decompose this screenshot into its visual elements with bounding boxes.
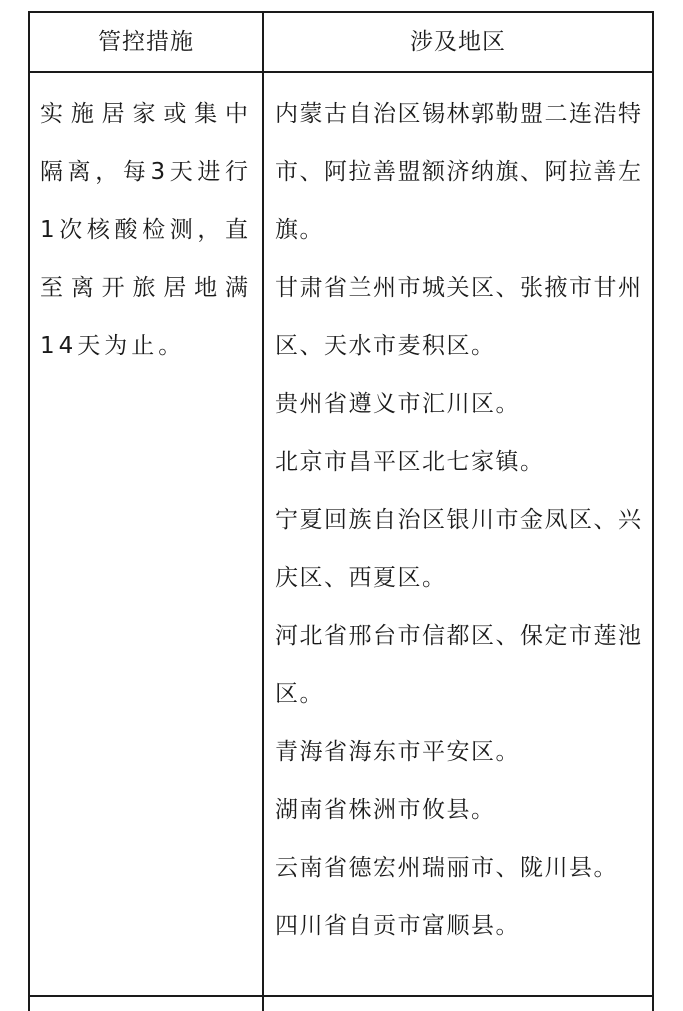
control-measures-table	[28, 11, 654, 1011]
regions-list	[275, 85, 650, 955]
region-item: 青海省海东市平安区。	[275, 739, 520, 765]
measure-description: 实施居家或集中隔离，每3天进行1次核酸检测，直至离开旅居地满14天为止。	[40, 101, 252, 359]
region-item: 云南省德宏州瑞丽市、陇川县。	[275, 855, 618, 881]
region-item: 贵州省遵义市汇川区。	[275, 391, 520, 417]
region-item: 北京市昌平区北七家镇。	[275, 449, 545, 475]
region-item: 内蒙古自治区锡林郭勒盟二连浩特市、阿拉善盟额济纳旗、阿拉善左旗。	[275, 101, 643, 243]
region-item: 河北省邢台市信都区、保定市莲池区。	[275, 623, 643, 707]
column-divider	[262, 13, 264, 1011]
header-measures: 管控措施	[98, 29, 194, 55]
region-item: 宁夏回族自治区银川市金凤区、兴庆区、西夏区。	[275, 507, 643, 591]
region-item: 湖南省株洲市攸县。	[275, 797, 496, 823]
region-item: 甘肃省兰州市城关区、张掖市甘州区、天水市麦积区。	[275, 275, 643, 359]
header-divider	[30, 71, 652, 73]
header-regions: 涉及地区	[410, 29, 506, 55]
region-item: 四川省自贡市富顺县。	[275, 913, 520, 939]
row-divider	[30, 995, 652, 997]
